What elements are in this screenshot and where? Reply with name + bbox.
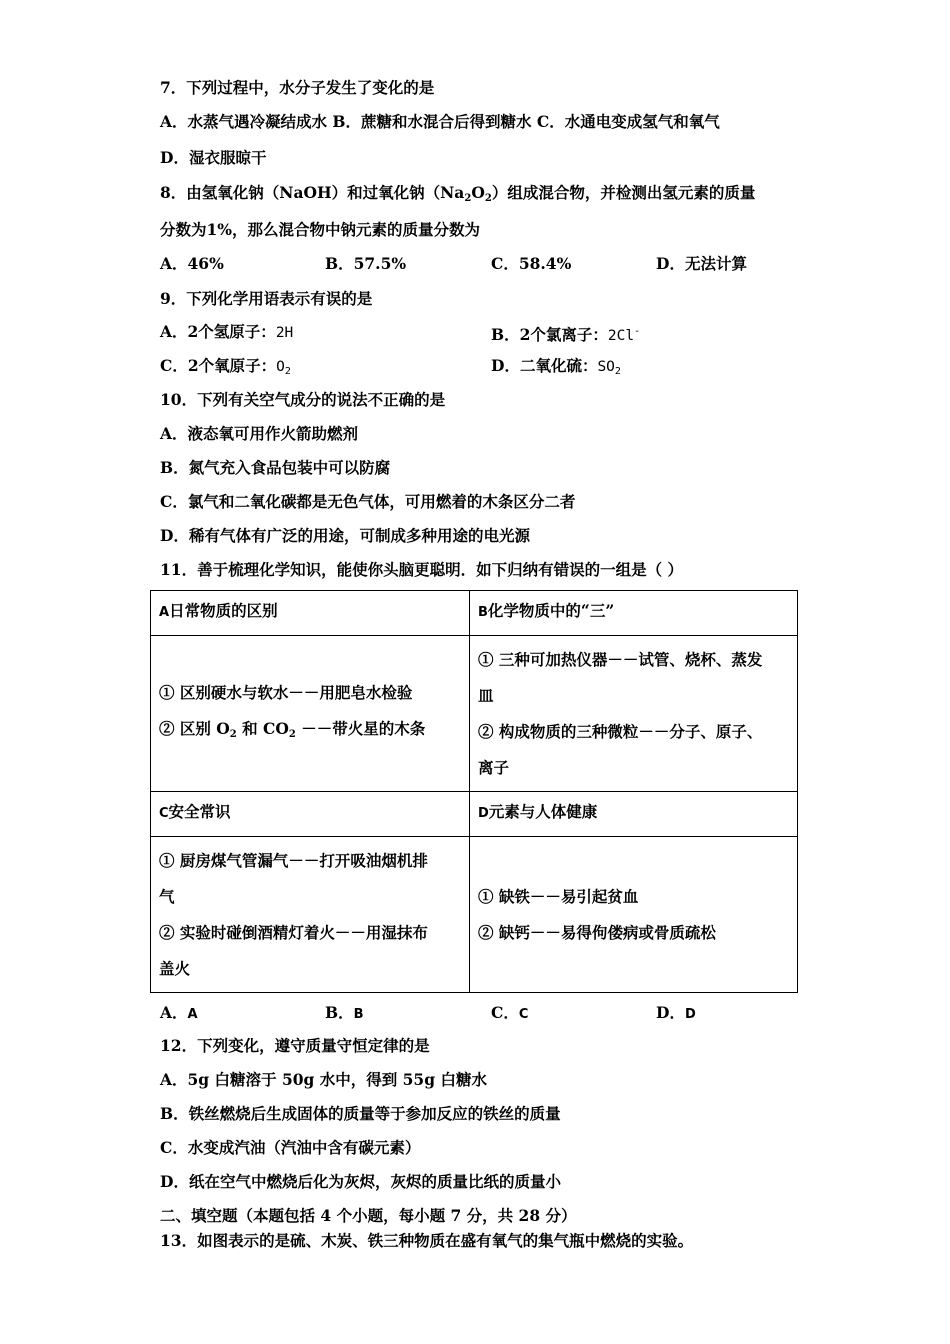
- q9-option-d-label: D．二氧化硫：: [491, 356, 598, 375]
- q11-option-b-value: B: [353, 1007, 364, 1022]
- q12-stem: 12．下列变化，遵守质量守恒定律的是: [160, 1036, 430, 1055]
- q9-option-b-charge: -: [634, 326, 641, 337]
- cell-c-item-2a: ② 实验时碰倒酒精灯着火－－用湿抹布: [159, 922, 428, 942]
- cell-a-item-1: ① 区别硬水与软水－－用肥皂水检验: [159, 682, 413, 702]
- q9-option-a-label: A．2个氢原子：: [160, 322, 276, 341]
- cell-d-letter: D: [478, 806, 489, 821]
- q12-option-d: D．纸在空气中燃烧后化为灰烬，灰烬的质量比纸的质量小: [160, 1172, 561, 1191]
- cell-a-header: [151, 591, 470, 636]
- cell-a-item-2-sub2: 2: [288, 728, 296, 740]
- q11-option-b: [325, 1003, 364, 1025]
- q11-option-a: [160, 1003, 198, 1025]
- cell-d-item-1: ① 缺铁－－易引起贫血: [478, 886, 639, 906]
- cell-c-letter: C: [159, 806, 169, 821]
- cell-b-item-1a: ① 三种可加热仪器－－试管、烧杯、蒸发: [478, 649, 763, 669]
- cell-b-letter: B: [478, 605, 488, 620]
- cell-a-item-2-post: －－带火星的木条: [295, 718, 426, 738]
- cell-c-header: [151, 792, 470, 837]
- cell-a-item-2: [159, 711, 461, 753]
- q9-option-c-sub: 2: [284, 366, 291, 377]
- q9-option-c-label: C．2个氧原子：: [160, 356, 277, 375]
- q10-stem: 10．下列有关空气成分的说法不正确的是: [160, 390, 446, 409]
- q9-option-a-value: 2H: [275, 325, 294, 341]
- q11-option-c: [491, 1003, 528, 1025]
- cell-b-title: 化学物质中的“三”: [487, 601, 615, 620]
- q10-option-a: A．液态氧可用作火箭助燃剂: [160, 424, 359, 443]
- cell-b-header: [470, 591, 798, 636]
- cell-b-item-2a: ② 构成物质的三种微粒－－分子、原子、: [478, 721, 763, 741]
- q9-option-b: [491, 322, 640, 346]
- cell-d-body: [470, 837, 798, 993]
- cell-c-item-1a: ① 厨房煤气管漏气－－打开吸油烟机排: [159, 850, 428, 870]
- cell-b-body: [470, 636, 798, 792]
- q10-option-c: C．氯气和二氧化碳都是无色气体，可用燃着的木条区分二者: [160, 492, 576, 511]
- cell-d-header: [470, 792, 798, 837]
- cell-c-item-2b: 盖火: [159, 958, 191, 978]
- cell-c-title: 安全常识: [168, 802, 231, 821]
- q9-option-d: [491, 356, 621, 382]
- q9-option-d-sub: 2: [614, 366, 621, 377]
- q9-option-b-value: 2Cl: [607, 328, 635, 344]
- cell-b-item-2b: 离子: [478, 757, 510, 777]
- q13-stem: 13．如图表示的是硫、木炭、铁三种物质在盛有氧气的集气瓶中燃烧的实验。: [160, 1231, 694, 1250]
- q8-sub2: 2: [484, 193, 492, 204]
- q9-option-c-value: O: [276, 359, 285, 375]
- cell-a-title: 日常物质的区别: [169, 601, 278, 620]
- q11-option-b-label: B．: [325, 1003, 354, 1022]
- q12-option-b: B．铁丝燃烧后生成固体的质量等于参加反应的铁丝的质量: [160, 1104, 561, 1123]
- q11-option-c-label: C．: [491, 1003, 519, 1022]
- q11-option-c-value: C: [518, 1007, 529, 1022]
- cell-a-body: [151, 636, 470, 792]
- q8-option-c: C．58.4%: [491, 254, 572, 273]
- q11-option-d: [656, 1003, 696, 1025]
- q9-option-a: [160, 322, 293, 343]
- cell-d-item-2: ② 缺钙－－易得佝偻病或骨质疏松: [478, 922, 716, 942]
- q8-stem-o: O: [471, 183, 485, 202]
- q7-option-d: D．湿衣服晾干: [160, 148, 267, 167]
- q10-option-b: B．氮气充入食品包装中可以防腐: [160, 458, 391, 477]
- q8-option-d: D．无法计算: [656, 254, 747, 273]
- q9-option-b-label: B．2个氯离子：: [491, 325, 608, 344]
- q9-stem: 9．下列化学用语表示有误的是: [160, 289, 373, 308]
- q8-option-a: A．46%: [160, 254, 224, 273]
- q11-stem: 11．善于梳理化学知识，能使你头脑更聪明．如下归纳有错误的一组是（ ）: [160, 560, 683, 579]
- q11-summary-table: [150, 590, 798, 993]
- q8-stem-part2: ）组成混合物，并检测出氢元素的质量: [491, 183, 756, 202]
- q8-stem-part1: 8．由氢氧化钠（NaOH）和过氧化钠（Na: [160, 183, 465, 202]
- cell-c-item-1b: 气: [159, 886, 175, 906]
- q9-option-c: [160, 356, 291, 382]
- section-2-title: 二、填空题（本题包括 4 个小题，每小题 7 分，共 28 分）: [160, 1206, 577, 1225]
- q12-option-a: A．5g 白糖溶于 50g 水中，得到 55g 白糖水: [160, 1070, 487, 1089]
- q11-option-a-value: A: [187, 1007, 198, 1022]
- q11-option-d-value: D: [684, 1007, 696, 1022]
- cell-a-item-2-pre: ② 区别 O: [159, 718, 230, 738]
- q8-sub1: 2: [464, 193, 472, 204]
- q10-option-d: D．稀有气体有广泛的用途，可制成多种用途的电光源: [160, 526, 530, 545]
- q11-option-d-label: D．: [656, 1003, 685, 1022]
- q8-option-b: B．57.5%: [325, 254, 407, 273]
- cell-a-item-2-mid: 和 CO: [236, 718, 289, 738]
- q12-option-c: C．水变成汽油（汽油中含有碳元素）: [160, 1138, 421, 1157]
- cell-d-title: 元素与人体健康: [488, 802, 598, 821]
- q11-option-a-label: A．: [160, 1003, 188, 1022]
- cell-a-item-2-sub1: 2: [229, 728, 237, 740]
- q7-options: A．水蒸气遇冷凝结成水 B．蔗糖和水混合后得到糖水 C．水通电变成氢气和氧气: [160, 112, 720, 131]
- cell-b-item-1b: 皿: [478, 685, 494, 705]
- cell-c-body: [151, 837, 470, 993]
- q8-stem-line1: [160, 183, 755, 209]
- q7-stem: 7．下列过程中，水分子发生了变化的是: [160, 78, 435, 97]
- cell-a-letter: A: [159, 605, 170, 620]
- q9-option-d-value: SO: [597, 359, 615, 375]
- q8-stem-line2: 分数为1%，那么混合物中钠元素的质量分数为: [160, 220, 481, 239]
